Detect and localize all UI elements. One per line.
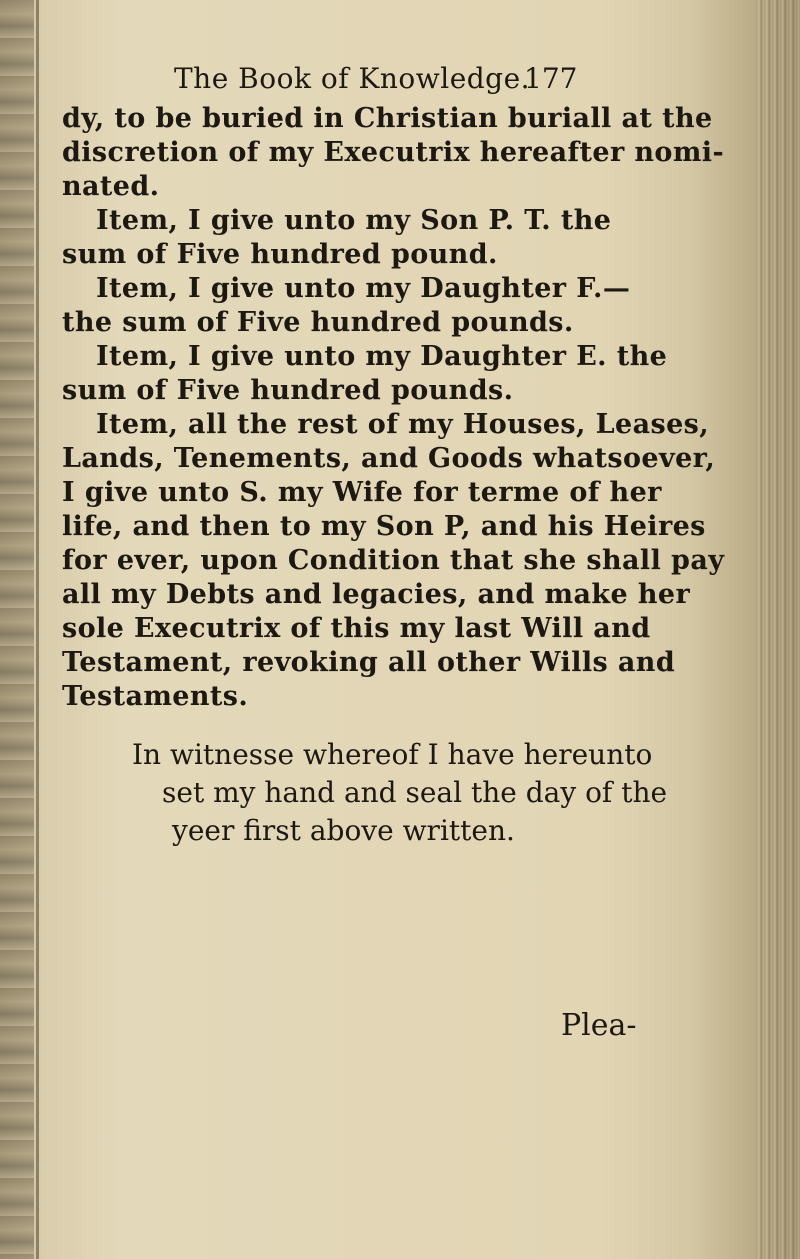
text-line: I give unto S. my Wife for terme of her	[62, 477, 662, 508]
item-line: Item, I give unto my Daughter F.—	[96, 273, 631, 304]
text-line: discretion of my Executrix hereafter nomi-	[62, 137, 725, 168]
text-line: sum of Five hundred pound.	[62, 239, 498, 270]
text-line: life, and then to my Son P, and his Heires	[62, 511, 706, 542]
paragraph-gap	[62, 714, 702, 736]
catchword: Plea-	[561, 1008, 637, 1043]
text-line: Testament, revoking all other Wills and	[62, 647, 676, 678]
text-line: Lands, Tenements, and Goods whatsoever,	[62, 443, 716, 474]
header-title: The Book of Knowledge.	[174, 62, 531, 95]
text-line: Testaments.	[62, 681, 249, 712]
text-line: nated.	[62, 171, 160, 202]
page-number: 177	[524, 62, 578, 95]
item-line: Item, I give unto my Son P. T. the	[96, 205, 612, 236]
running-header	[62, 58, 702, 98]
page-text	[62, 58, 725, 850]
text-line: sum of Five hundred pounds.	[62, 375, 514, 406]
witness-line: set my hand and seal the day of the	[162, 776, 668, 809]
item-line: Item, all the rest of my Houses, Leases,	[96, 409, 710, 440]
gutter-line	[36, 0, 39, 1259]
book-spine	[0, 0, 34, 1259]
text-line: sole Executrix of this my last Will and	[62, 613, 651, 644]
witness-line: In witnesse whereof I have hereunto	[132, 738, 653, 771]
text-line: for ever, upon Condition that she shall pay	[62, 545, 725, 576]
item-line: Item, I give unto my Daughter E. the	[96, 341, 668, 372]
page-edges	[756, 0, 800, 1259]
text-line: all my Debts and legacies, and make her	[62, 579, 691, 610]
witness-line: yeer first above written.	[172, 814, 515, 847]
text-line: the sum of Five hundred pounds.	[62, 307, 574, 338]
text-line: dy, to be buried in Christian buriall at the	[62, 103, 713, 134]
